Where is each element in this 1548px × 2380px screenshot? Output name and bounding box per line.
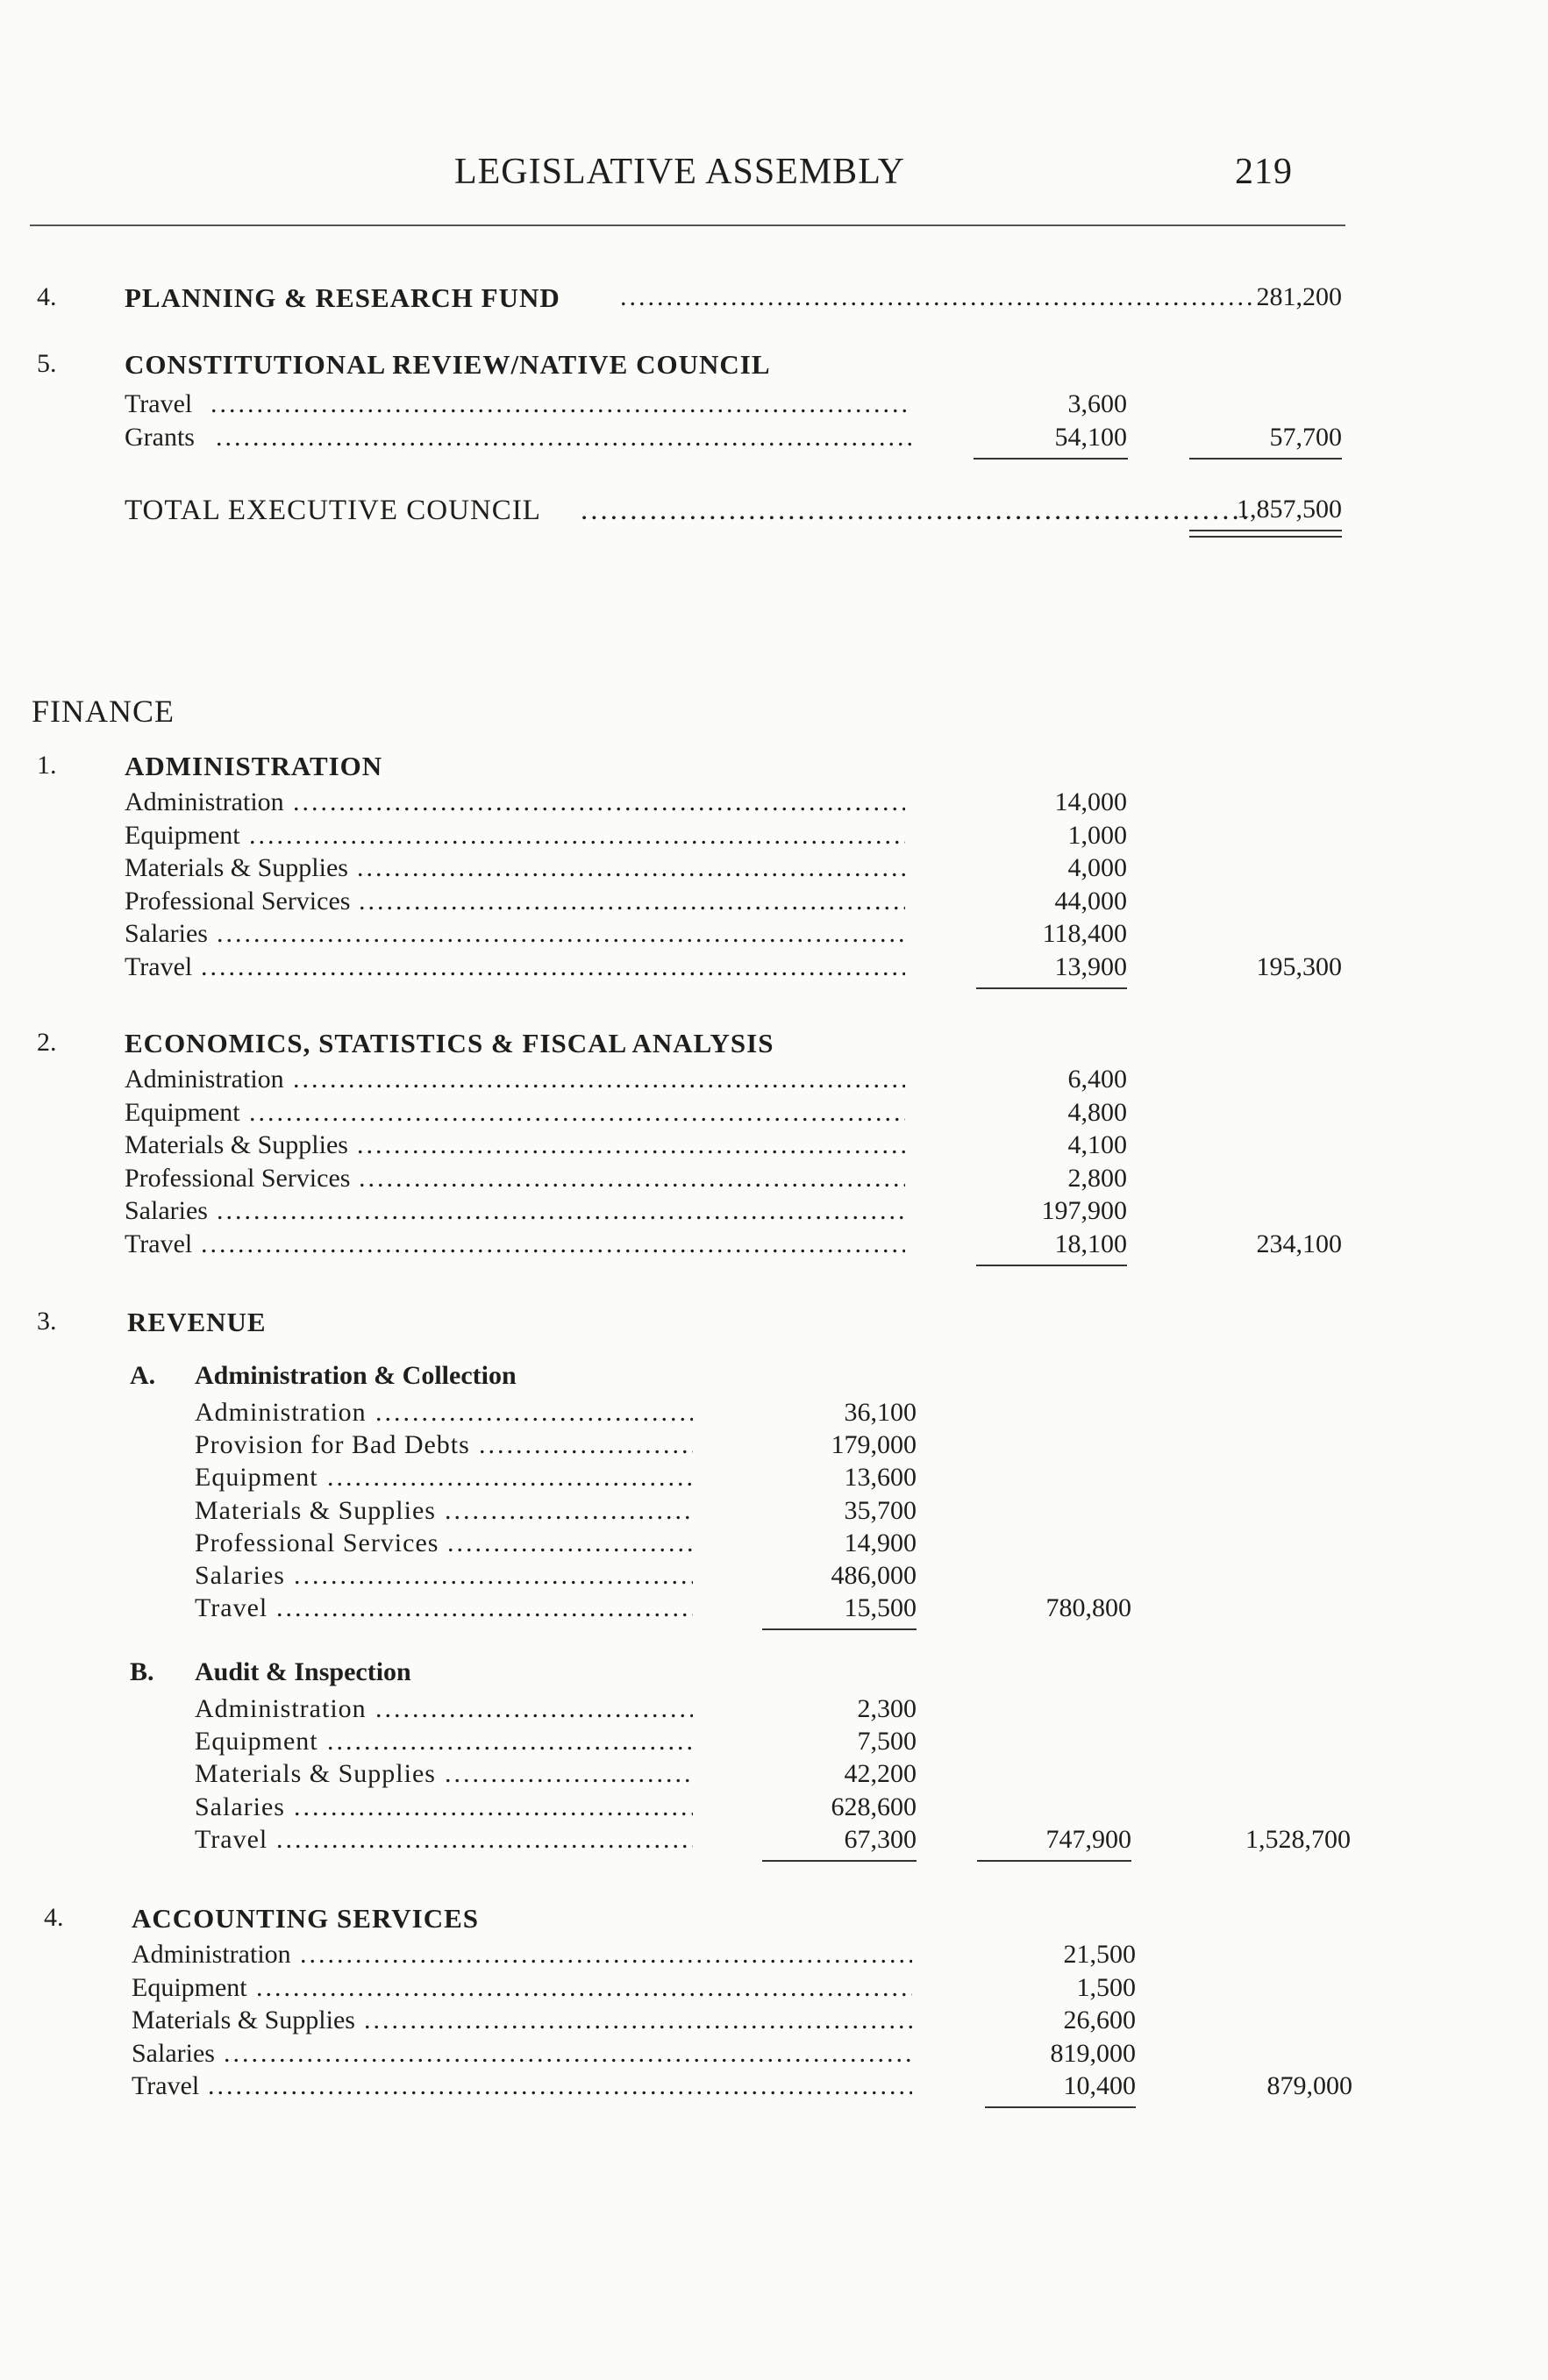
section-total: 879,000 xyxy=(1266,2071,1352,2100)
row-amount: 13,900 xyxy=(1054,951,1127,981)
row-amount: 4,800 xyxy=(1067,1097,1127,1127)
subtotal-underline xyxy=(974,458,1128,460)
page-header-title: LEGISLATIVE ASSEMBLY xyxy=(454,152,905,192)
finance-2-title: ECONOMICS, STATISTICS & FISCAL ANALYSIS xyxy=(125,1028,774,1058)
item-5-title: CONSTITUTIONAL REVIEW/NATIVE COUNCIL xyxy=(125,349,771,380)
leader-dots xyxy=(249,821,905,851)
revenue-b-title: Audit & Inspection xyxy=(195,1657,411,1686)
subtotal-underline xyxy=(762,1860,917,1862)
row-label: Materials & Supplies xyxy=(195,1495,436,1525)
item-4-row xyxy=(125,282,1133,316)
row-label: Administration xyxy=(125,787,284,816)
leader-dots xyxy=(357,1130,905,1160)
leader-dots xyxy=(256,1973,912,2003)
grand-total-amount: 1,857,500 xyxy=(1237,495,1342,524)
line-item-row xyxy=(195,1727,702,1760)
row-amount: 486,000 xyxy=(831,1561,917,1590)
leader-dots xyxy=(375,1398,693,1428)
row-label: Provision for Bad Debts xyxy=(195,1430,470,1460)
leader-dots xyxy=(217,919,905,949)
line-item-row xyxy=(125,887,914,920)
total-underline xyxy=(977,1860,1131,1862)
item-4-total: 281,200 xyxy=(1256,282,1342,311)
line-item-row xyxy=(195,1593,702,1627)
leader-dots xyxy=(364,2006,912,2035)
line-item-row xyxy=(195,1496,702,1529)
row-amount: 118,400 xyxy=(1042,919,1127,948)
line-item-row xyxy=(195,1528,702,1562)
leader-dots xyxy=(359,887,905,916)
row-label: Professional Services xyxy=(125,886,351,916)
line-item-row xyxy=(195,1694,702,1728)
subtotal-underline xyxy=(985,2106,1136,2108)
leader-dots xyxy=(479,1430,693,1460)
row-label: Travel xyxy=(125,389,193,418)
section-total: 747,900 xyxy=(1045,1824,1131,1854)
item-5-total: 57,700 xyxy=(1269,423,1342,452)
row-amount: 15,500 xyxy=(844,1593,917,1623)
row-label: Professional Services xyxy=(195,1528,439,1557)
leader-dots xyxy=(249,1098,905,1128)
row-label: Travel xyxy=(125,951,193,981)
leader-dots xyxy=(293,787,905,817)
line-item-row xyxy=(195,1561,702,1594)
section-total: 234,100 xyxy=(1256,1229,1342,1258)
leader-dots xyxy=(445,1496,693,1526)
row-label: Equipment xyxy=(195,1727,318,1756)
row-label: Salaries xyxy=(125,1196,208,1225)
row-label: Travel xyxy=(195,1593,268,1623)
total-underline xyxy=(1189,458,1342,460)
row-label: Materials & Supplies xyxy=(125,1130,348,1159)
leader-dots xyxy=(201,952,905,982)
total-executive-council-row xyxy=(125,495,1133,528)
row-label: Equipment xyxy=(132,1972,247,2002)
row-label: Salaries xyxy=(195,1561,285,1590)
finance-3-title: REVENUE xyxy=(127,1307,267,1337)
line-item-row xyxy=(132,1973,921,2006)
row-amount: 42,200 xyxy=(844,1759,917,1789)
page-number: 219 xyxy=(1235,152,1293,192)
subtotal-underline xyxy=(762,1628,917,1630)
line-item-row xyxy=(195,1759,702,1792)
leader-dots xyxy=(224,2039,912,2069)
item-5-row-travel xyxy=(125,389,914,423)
leader-dots xyxy=(216,423,912,452)
line-item-row xyxy=(125,1130,914,1164)
line-item-row xyxy=(125,1098,914,1131)
line-item-row xyxy=(125,1164,914,1197)
row-amount: 4,000 xyxy=(1067,853,1127,882)
row-label: Materials & Supplies xyxy=(195,1759,436,1789)
row-amount: 819,000 xyxy=(1050,2038,1136,2068)
row-amount: 54,100 xyxy=(1054,423,1127,452)
leader-dots xyxy=(327,1463,693,1493)
finance-4-number: 4. xyxy=(44,1903,64,1932)
leader-dots xyxy=(294,1561,693,1591)
row-amount: 67,300 xyxy=(844,1824,917,1854)
row-label: Salaries xyxy=(132,2038,215,2068)
line-item-row xyxy=(125,821,914,854)
row-label: Salaries xyxy=(195,1792,285,1821)
line-item-row xyxy=(132,2071,921,2105)
row-amount: 6,400 xyxy=(1067,1065,1127,1094)
row-label: Travel xyxy=(132,2071,200,2100)
finance-title: FINANCE xyxy=(32,694,175,729)
row-amount: 18,100 xyxy=(1054,1229,1127,1258)
leader-dots xyxy=(359,1164,905,1194)
row-label: Travel xyxy=(195,1824,268,1854)
row-amount: 1,000 xyxy=(1067,820,1127,850)
revenue-b-letter: B. xyxy=(130,1657,154,1686)
line-item-row xyxy=(125,853,914,887)
row-amount: 35,700 xyxy=(844,1495,917,1525)
line-item-row xyxy=(195,1430,702,1464)
leader-dots xyxy=(447,1528,693,1558)
grand-total-label: TOTAL EXECUTIVE COUNCIL xyxy=(125,495,541,526)
line-item-row xyxy=(125,1065,914,1098)
row-label: Administration xyxy=(195,1694,367,1723)
row-amount: 26,600 xyxy=(1063,2006,1136,2034)
row-amount: 7,500 xyxy=(857,1727,917,1756)
section-grand-total: 1,528,700 xyxy=(1245,1824,1351,1854)
double-underline-bottom xyxy=(1189,536,1342,538)
row-label: Equipment xyxy=(125,1097,240,1127)
leader-dots xyxy=(300,1940,912,1970)
line-item-row xyxy=(195,1398,702,1431)
row-label: Equipment xyxy=(195,1463,318,1493)
row-amount: 21,500 xyxy=(1063,1940,1136,1969)
line-item-row xyxy=(195,1792,702,1826)
row-amount: 2,300 xyxy=(857,1694,917,1723)
finance-3-number: 3. xyxy=(37,1307,57,1336)
header-rule xyxy=(30,224,1345,226)
row-amount: 13,600 xyxy=(844,1463,917,1493)
leader-dots xyxy=(445,1759,693,1789)
item-4-number: 4. xyxy=(37,282,57,311)
finance-1-title: ADMINISTRATION xyxy=(125,751,383,781)
row-amount: 14,900 xyxy=(844,1528,917,1557)
row-amount: 14,000 xyxy=(1054,787,1127,816)
section-total: 195,300 xyxy=(1256,951,1342,981)
leader-dots xyxy=(210,389,912,419)
line-item-row xyxy=(195,1825,702,1858)
row-label: Salaries xyxy=(125,919,208,948)
revenue-a-title: Administration & Collection xyxy=(195,1361,517,1390)
row-amount: 3,600 xyxy=(1067,389,1127,418)
row-amount: 2,800 xyxy=(1067,1163,1127,1193)
row-label: Materials & Supplies xyxy=(132,2006,355,2034)
line-item-row xyxy=(132,1940,921,1973)
line-item-row xyxy=(125,1229,914,1263)
row-label: Administration xyxy=(125,1065,284,1094)
line-item-row xyxy=(125,919,914,952)
leader-dots xyxy=(208,2071,912,2101)
row-amount: 1,500 xyxy=(1076,1972,1136,2002)
finance-2-number: 2. xyxy=(37,1028,57,1057)
row-amount: 628,600 xyxy=(831,1792,917,1821)
line-item-row xyxy=(132,2039,921,2072)
leader-dots xyxy=(217,1196,905,1226)
line-item-row xyxy=(132,2006,921,2039)
line-item-row xyxy=(125,787,914,821)
row-label: Grants xyxy=(125,423,195,452)
row-amount: 4,100 xyxy=(1067,1130,1127,1159)
row-amount: 10,400 xyxy=(1063,2071,1136,2100)
leader-dots xyxy=(620,282,1252,312)
leader-dots xyxy=(276,1593,693,1623)
line-item-row xyxy=(125,1196,914,1229)
row-amount: 44,000 xyxy=(1054,886,1127,916)
subtotal-underline xyxy=(976,1265,1127,1266)
line-item-row xyxy=(125,952,914,986)
item-4-title: PLANNING & RESEARCH FUND xyxy=(125,282,560,313)
revenue-a-letter: A. xyxy=(130,1361,156,1390)
leader-dots xyxy=(293,1065,905,1094)
finance-1-number: 1. xyxy=(37,751,57,780)
leader-dots xyxy=(276,1825,693,1855)
leader-dots xyxy=(327,1727,693,1756)
line-item-row xyxy=(195,1463,702,1496)
row-amount: 36,100 xyxy=(844,1398,917,1427)
row-amount: 179,000 xyxy=(831,1430,917,1460)
leader-dots xyxy=(294,1792,693,1822)
subtotal-underline xyxy=(976,987,1127,989)
row-label: Administration xyxy=(195,1398,367,1427)
row-label: Equipment xyxy=(125,820,240,850)
double-underline-top xyxy=(1189,530,1342,531)
leader-dots xyxy=(581,495,1252,527)
leader-dots xyxy=(201,1229,905,1259)
section-total: 780,800 xyxy=(1045,1593,1131,1623)
row-amount: 197,900 xyxy=(1041,1196,1127,1225)
leader-dots xyxy=(375,1694,693,1724)
item-5-number: 5. xyxy=(37,349,57,378)
leader-dots xyxy=(357,853,905,883)
finance-4-title: ACCOUNTING SERVICES xyxy=(132,1903,480,1934)
row-label: Materials & Supplies xyxy=(125,853,348,882)
row-label: Travel xyxy=(125,1229,193,1258)
item-5-row-grants xyxy=(125,423,914,456)
row-label: Administration xyxy=(132,1940,291,1969)
row-label: Professional Services xyxy=(125,1163,351,1193)
